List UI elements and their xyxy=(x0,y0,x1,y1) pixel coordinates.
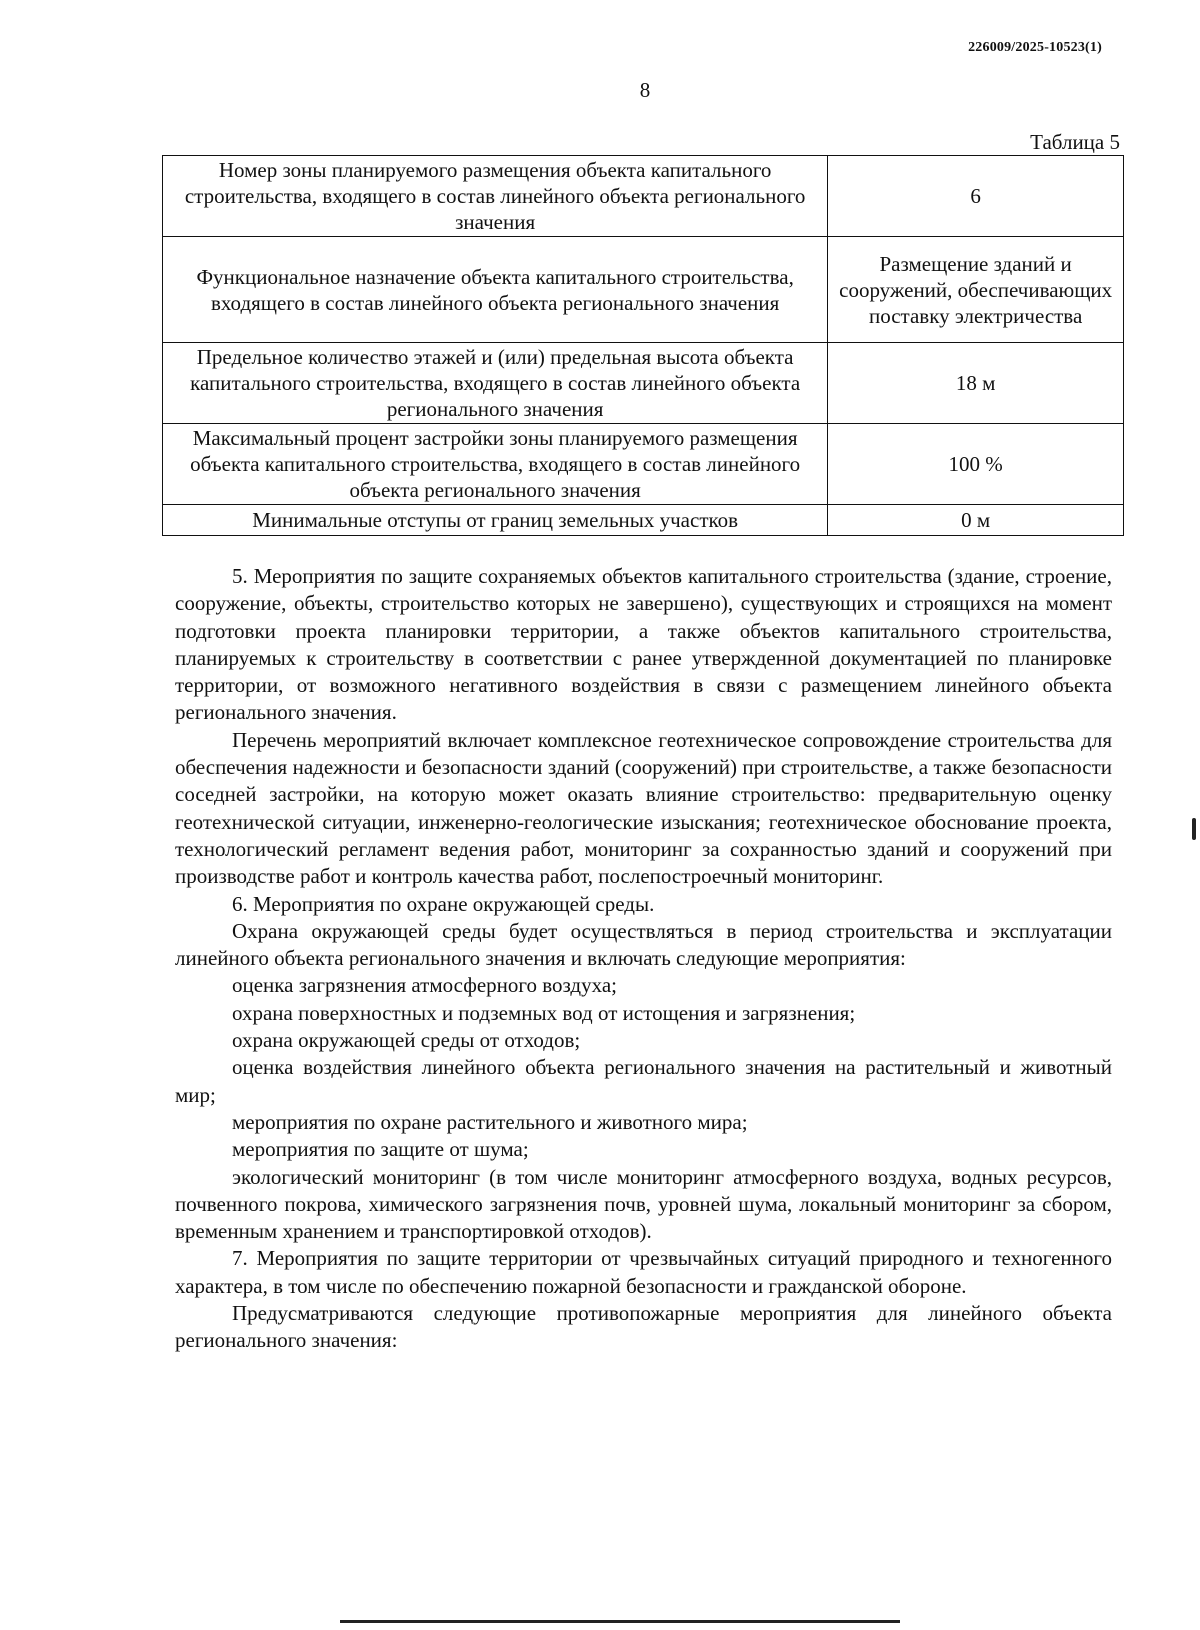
table-row xyxy=(163,424,1124,505)
table-cell-value: Размещение зданий и сооружений, обеспечивающих поставку электричества xyxy=(828,237,1124,343)
table-row xyxy=(163,505,1124,536)
scan-artifact-line xyxy=(340,1620,900,1623)
list-item: мероприятия по охране растительного и животного мира; xyxy=(232,1109,748,1134)
table-caption: Таблица 5 xyxy=(1030,130,1120,154)
table-row xyxy=(163,156,1124,237)
paragraph-measures-list: Перечень мероприятий включает комплексное геотехническое сопровождение строительства для обеспечения надежности и безопасности зданий (сооружений) при строительстве, а также безопасности соседней застройки, на которую может оказать влияние строительство: предварительную оценку геотехнической ситуации, инженерно-геологические изыскания; геотехническое обоснование проекта, технологический регламент ведения работ, мониторинг за сохранностью зданий и сооружений при производстве работ и контроль качества работ, послепостроечный мониторинг. xyxy=(175,727,1112,889)
table-cell-label: Максимальный процент застройки зоны планируемого размещения объекта капитального строительства, входящего в состав линейного объекта регионального значения xyxy=(163,424,828,505)
paragraph-section-7: 7. Мероприятия по защите территории от чрезвычайных ситуаций природного и техногенного характера, в том числе по обеспечению пожарной безопасности и гражданской обороне. xyxy=(175,1246,1112,1298)
list-item: охрана окружающей среды от отходов; xyxy=(232,1028,581,1053)
document-id: 226009/2025-10523(1) xyxy=(968,40,1102,55)
paragraph-section-5: 5. Мероприятия по защите сохраняемых объектов капитального строительства (здание, строение, сооружение, объекты, строительство которых не завершено), существующих и строящихся на момент подготовки проекта планировки территории, а также объектов капитального строительства, планируемых к строительству в соответствии с ранее утвержденной документацией по планировке территории, от возможного негативного воздействия в связи с размещением линейного объекта регионального значения. xyxy=(175,564,1112,725)
table-cell-label: Функциональное назначение объекта капитального строительства, входящего в состав линейного объекта регионального значения xyxy=(163,237,828,343)
table-cell-value: 0 м xyxy=(828,505,1124,536)
list-item: охрана поверхностных и подземных вод от истощения и загрязнения; xyxy=(232,1000,856,1025)
table-cell-value: 18 м xyxy=(828,343,1124,424)
table-cell-label: Минимальные отступы от границ земельных участков xyxy=(163,505,828,536)
list-item: экологический мониторинг (в том числе мониторинг атмосферного воздуха, водных ресурсов, почвенного покрова, химического загрязнения почв, уровней шума, локальный мониторинг за сбором, временным хранением и транспортировкой отходов). xyxy=(175,1164,1112,1244)
parameters-table xyxy=(162,155,1124,536)
table-row xyxy=(163,237,1124,343)
table-row xyxy=(163,343,1124,424)
list-item: оценка загрязнения атмосферного воздуха; xyxy=(232,973,617,998)
scan-artifact-mark xyxy=(1192,818,1196,840)
paragraph-environment-intro: Охрана окружающей среды будет осуществляться в период строительства и эксплуатации линейного объекта регионального значения и включать следующие мероприятия: xyxy=(175,918,1112,971)
page-number: 8 xyxy=(639,78,651,102)
table-cell-value: 6 xyxy=(828,156,1124,237)
paragraph-fire-measures: Предусматриваются следующие противопожарные мероприятия для линейного объекта регионального значения: xyxy=(175,1301,1112,1353)
table-cell-label: Номер зоны планируемого размещения объекта капитального строительства, входящего в состав линейного объекта регионального значения xyxy=(163,156,828,237)
table-cell-label: Предельное количество этажей и (или) предельная высота объекта капитального строительства, входящего в состав линейного объекта регионального значения xyxy=(163,343,828,424)
list-item: мероприятия по защите от шума; xyxy=(232,1137,529,1162)
list-item: оценка воздействия линейного объекта регионального значения на растительный и животный мир; xyxy=(175,1055,1112,1107)
paragraph-section-6: 6. Мероприятия по охране окружающей среды. xyxy=(232,891,655,916)
body-text xyxy=(175,563,1112,1355)
table-cell-value: 100 % xyxy=(828,424,1124,505)
